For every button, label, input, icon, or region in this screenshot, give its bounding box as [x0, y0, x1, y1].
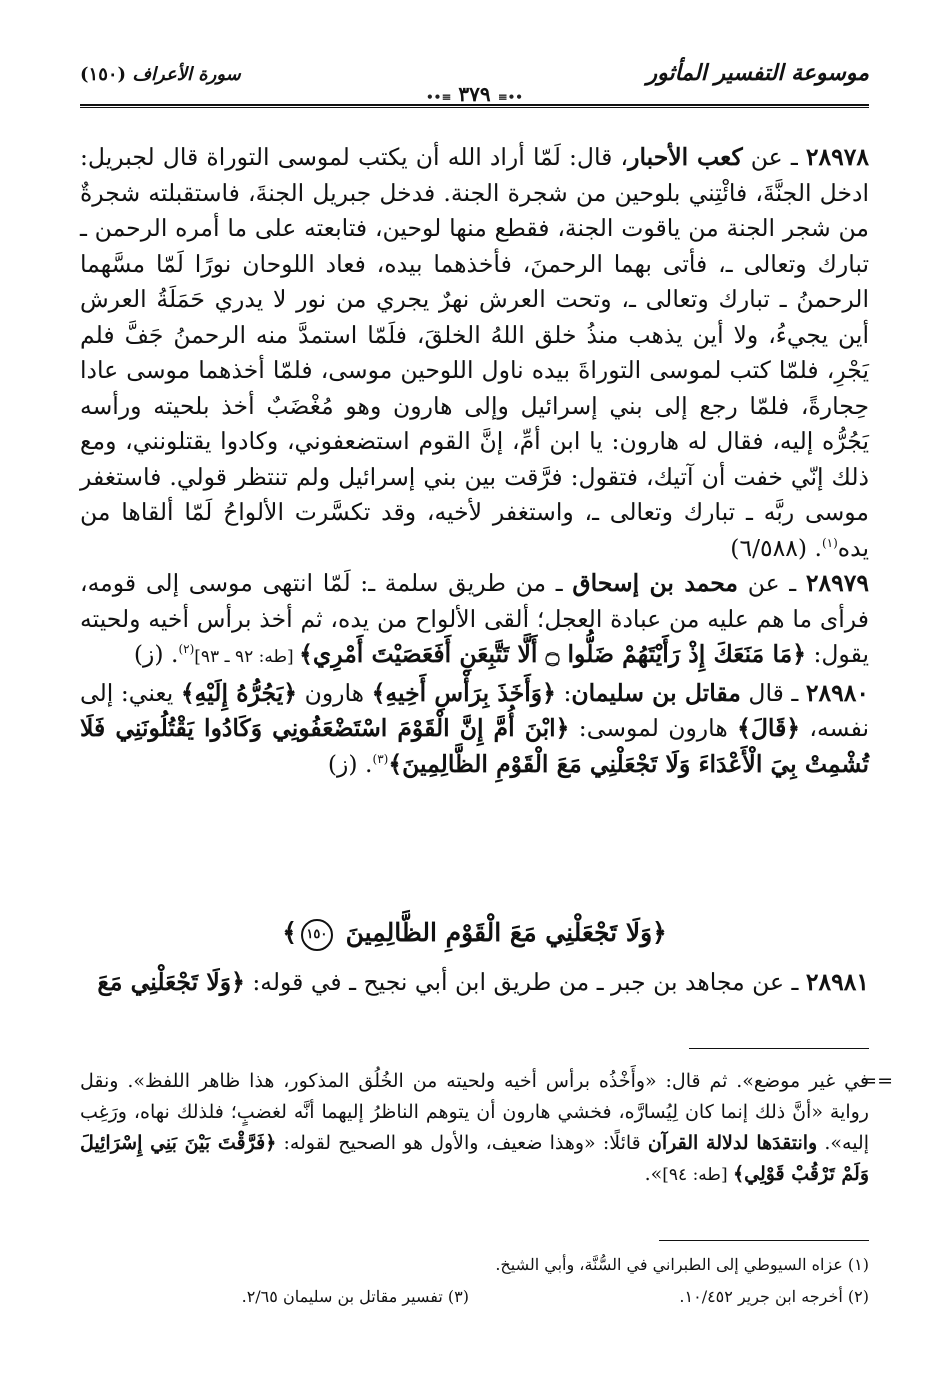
footnote-separator: [689, 1048, 869, 1049]
verse-heading-close: ﴾: [282, 918, 297, 947]
main-text: [80, 140, 869, 782]
entry-text: ـ قال: [740, 678, 806, 707]
quran-quote: ﴿مَا مَنَعَكَ إِذْ رَأَيْتَهُمْ ضَلُّوا ۝ أَلَّا تَتَّبِعَنِ أَفَعَصَيْتَ أَمْرِي﴾: [299, 640, 806, 668]
entry-tail: . (ز): [327, 749, 373, 778]
entry-text: ـ عن: [742, 143, 806, 171]
footnote-continuation: [80, 1066, 893, 1191]
footnote-3: (٣) تفسير مقاتل بن سليمان ٢/٦٥.: [241, 1287, 469, 1306]
page-number-block: [426, 82, 523, 106]
quran-quote: ﴿وَأَخَذَ بِرَأْسِ أَخِيهِ﴾: [371, 678, 556, 707]
entry-28980: [80, 676, 869, 783]
sura-name: سورة الأعراف: [132, 64, 241, 85]
entry-text: ـ عن: [738, 569, 806, 597]
entry-tail: . (ز): [133, 640, 179, 668]
quran-quote: ﴿ابْنَ أُمَّ إِنَّ الْقَوْمَ اسْتَضْعَفُونِي وَكَادُوا يَقْتُلُونَنِي فَلَا تُشْمِتْ بِيَ الْأَعْدَاءَ وَلَا تَجْعَلْنِي مَعَ الْقَوْمِ الظَّالِمِينَ﴾: [80, 714, 869, 778]
ayah-number-marker: ١٥٠: [301, 919, 333, 951]
footnote-marker: (١): [821, 535, 838, 550]
header-rule: [80, 104, 869, 106]
narrator-name: مقاتل بن سليمان: [571, 678, 741, 707]
quran-quote: ﴿وَلَا تَجْعَلْنِي مَعَ: [97, 968, 245, 996]
entry-text: يعني: إلى نفسه،: [80, 678, 870, 742]
footnote-tail: ».: [644, 1163, 663, 1185]
entry-tail: . (٦/٥٨٨): [730, 533, 822, 562]
footnote-1: (١) عزاه السيوطي إلى الطبراني في السُّنَّة، وأبي الشيخ.: [495, 1255, 869, 1274]
quran-reference: [طه: ٩٤]: [662, 1165, 733, 1185]
footnote-text: قائلًا: «وهذا ضعيف، والأول هو الصحيح لقوله:: [276, 1132, 648, 1154]
entry-28981: [80, 965, 869, 1000]
entry-number: ٢٨٩٧٩: [805, 569, 869, 597]
footnote-marker: (٣): [372, 751, 389, 766]
entry-text: ، قال: لَمّا أراد الله أن يكتب لموسى التوراة قال لجبريل: ادخل الجنَّةَ، فائْتِني بلوحين من شجرة الجنة. فدخل جبريل الجنةَ، فاستقبلته شجرةٌ من شجر الجنة من ياقوت الجنة، فقطع منها لوحين، فتابعته على ما أمره الرحمن ـ تبارك وتعالى ـ، فأتى بهما الرحمنَ، فأخذهما بيده، فعاد اللوحان نورًا لَمّا مسَّهما الرحمنُ ـ تبارك وتعالى ـ، وتحت العرش نهرٌ يجري من نور لا يدري حَمَلَةُ العرش أين يجيءُ، ولا أين يذهب منذُ خلق اللهُ الخلقَ، فلَمّا استمدَّ منه الرحمنُ جَفَّ فلم يَجْرِ، فلمّا كتب لموسى التوراةَ بيده ناول اللوحين موسى، فلمّا أخذهما موسى عادا حِجارةً، فلمّا رجع إلى بني إسرائيل وإلى هارون وهو مُغْضَبٌ أخذ بلحيته ورأسه يَجُرُّه إليه، فقال له هارون: يا ابن أمِّ، إنَّ القوم استضعفوني، وكادوا يقتلونني، ومع ذلك إنّي خفت أن آتيك، فتقول: فرَّقت بين بني إسرائيل ولم تنتظر قولي. فاستغفر موسى ربَّه ـ تبارك وتعالى ـ، واستغفر لأخيه، وقد تكسَّرت الألواحُ لَمّا ألقاها من يده: [80, 143, 869, 562]
entry-text: ـ من طريق سلمة ـ: لَمّا انتهى موسى إلى قومه، فرأى ما هم عليه من عبادة العجل؛ ألقى الألواح من يده، ثم أخذ برأس أخيه ولحيته يقول:: [80, 569, 869, 668]
narrator-name: كعب الأحبار: [628, 143, 743, 171]
entry-text: هارون لموسى:: [569, 714, 738, 742]
header-rule-thin: [80, 107, 869, 108]
quran-quote: ﴿قَالَ﴾: [737, 714, 801, 742]
footnote-marker: (٢): [178, 642, 195, 657]
left-ornament-icon: ••≡: [426, 90, 452, 104]
footnotes: [80, 1252, 869, 1316]
narrator-name: محمد بن إسحاق: [572, 569, 739, 597]
entry-text: :: [555, 678, 572, 707]
sura-label: [80, 64, 241, 85]
verse-heading-text: ﴿وَلَا تَجْعَلْنِي مَعَ الْقَوْمِ الظَّالِمِينَ: [345, 918, 667, 947]
continuation-marker: ==: [861, 1070, 893, 1092]
quran-quote: ﴿فَرَّقْتَ بَيْنَ بَنِي إِسْرَائِيلَ وَلَمْ تَرْقُبْ قَوْلِي﴾: [80, 1132, 869, 1185]
entry-28978: [80, 140, 869, 566]
entry-number: ٢٨٩٧٨: [805, 143, 869, 171]
page-header: [80, 60, 869, 106]
quran-quote: ﴿يَجُرُّهُ إِلَيْهِ﴾: [180, 678, 298, 707]
footnote-rule: [659, 1240, 869, 1241]
footnote-row: [80, 1252, 869, 1284]
verse-heading: [80, 918, 869, 951]
right-ornament-icon: ≡••: [497, 90, 523, 104]
footnote-row: [80, 1284, 869, 1316]
entry-28979: [80, 566, 869, 676]
footnote-2: (٢) أخرجه ابن جرير ١٠/٤٥٢.: [679, 1287, 869, 1306]
entry-text: ـ عن مجاهد بن جبر ـ من طريق ابن أبي نجيح ـ في قوله:: [244, 968, 806, 996]
footnote-text: في غير موضع». ثم قال: «وأَخْذُه برأس أخيه ولحيته من الخُلُق المذكور، هذا ظاهر اللفظ». ونقل رواية «أنَّ ذلك إنما كان لِيُسارَّه، فخشي هارون أن يتوهم الناظرُ إليهما أنَّه لغضبٍ؛ فلذلك نهاه، ورَغِب إليه».: [80, 1070, 869, 1154]
entry-number: ٢٨٩٨٠: [805, 678, 869, 707]
entry-number: ٢٨٩٨١: [805, 968, 869, 996]
entry-text: هارون: [297, 678, 372, 707]
verse-label: (١٥٠): [80, 64, 127, 85]
book-title: موسوعة التفسير المأثور: [646, 60, 869, 86]
quran-reference: [طه: ٩٢ ـ ٩٣]: [194, 647, 300, 667]
page-number: ٣٧٩: [458, 82, 491, 106]
footnote-emphasis: وانتقدَها لدلالة القرآن: [647, 1132, 818, 1154]
